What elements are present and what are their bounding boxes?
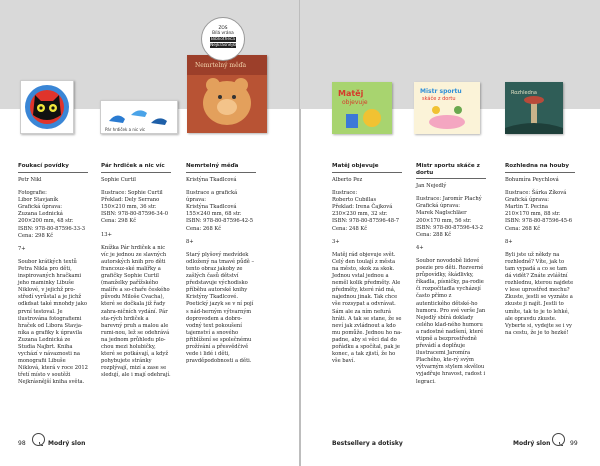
book-info: Fotografie: Libor Stavjaník Grafická úprava: Zuzana Lednická 200×200 mm, 48 str. ISBN: 978-80-87596-33-3 Cena: 298 Kč [18, 190, 86, 239]
book-author: Jan Nejedlý [416, 183, 447, 190]
elephant-logo-icon [552, 433, 565, 446]
book-author: Petr Nikl [18, 177, 42, 183]
book-entry-6 [505, 163, 575, 343]
book-age: 13+ [101, 231, 112, 238]
book-age: 7+ [18, 245, 26, 252]
book-title: Mistr sportu skáče z dortu [416, 163, 486, 179]
svg-text:Mistr sportu: Mistr sportu [420, 88, 462, 95]
cat-illustration [21, 81, 73, 133]
elephant-logo-icon [32, 433, 45, 446]
book-cover-matej-objevuje [332, 82, 392, 134]
book-cover-par-hrdicek [100, 100, 178, 134]
sticker-line-2: Bílá vrána [212, 31, 234, 36]
book-entry-3 [186, 163, 256, 371]
right-page-number: 99 [570, 440, 578, 447]
sticker-line-1: ZOS [218, 26, 228, 31]
book-title: Nemrtelný měďa [186, 163, 256, 173]
book-info: Ilustrace: Sophie Curtil Překlad: Dely Serrano 150×210 mm, 36 str. ISBN: 978-80-87596-34-0 Cena: 298 Kč [101, 190, 169, 225]
book-cover-foukaci-povidky [20, 80, 74, 134]
book-author: Alberto Pez [332, 177, 363, 183]
book-description: Byli jste už někdy na rozhledně? Víte, jak to tam vypadá a co se tam dá vidět? Znáte zvláštní rozhlednu, kterou najdete v lese uprostřed mechu? Zkuste, jestli se vyznáte a zkuste ji najít. Jestli to umíte, tak to je to lehké, ale opravdu zkuste. Vyberte si, vydejte se i vy na cestu, že je to hezké! [505, 251, 574, 336]
book-author: Sophie Curtil [101, 177, 136, 183]
book-author: Bohumíra Peychlová [505, 177, 559, 183]
svg-text:Rozhledna: Rozhledna [511, 90, 537, 96]
book-title: Foukací povídky [18, 163, 88, 173]
book-entry-1 [18, 163, 88, 393]
book-age: 3+ [332, 238, 340, 245]
teddy-bear-illustration [187, 55, 267, 133]
book-description: Soubor krátkých textů Petra Nikla pro děti, inspirovaných hračkami jeho maminky Libuše Niklové, v jejichž pro-středí vyrůstal a je jichž odkdsat také mnohdy jako první testoval. Je ilustrována fotografiemi hraček od Libora Stavja-níka a grafiky k úpravila Zuzana Lednická ze Studia Najbrt. Kniha vychází v návaznosti na monografii Libuše Niklová, která v roce 2012 třetí místo v soutěži Nejkrásnější kniha světa. [18, 258, 88, 386]
svg-text:Nemrtelný měďa: Nemrtelný měďa [195, 62, 247, 69]
svg-text:Matěj: Matěj [338, 89, 364, 98]
book-age: 8+ [505, 238, 513, 245]
book-age: 8+ [186, 238, 194, 245]
sticker-line-3: Bibliotheca [211, 37, 235, 42]
book-entry-2 [101, 163, 171, 385]
section-footer: Bestsellery a dotisky [332, 440, 403, 447]
book-description: Soubor novodobě lidové poezie pro děti. Rozverné průpovídky, škádlivky, říkadla, písničky, pa-rodie či rozpočitadla vycházejí často přímo z autentického dětské-ho humoru. Pro své verše Jan Nejedlý sbírá doklady celého klad-ného humoru a radostné nadšení, které vtipně a bezprostředně převádí a doplňuje ilustracemi Jaromíra Plachého, kte-rý svým výtvarným stylem skvělou vyjadřuje hravost, radost i legraci. [416, 257, 486, 385]
book-info: Ilustrace: Roberto Cubillas Překlad: Irena Čajková 230×230 mm, 32 str. ISBN: 978-80-87596-48-7 Cena: 248 Kč [332, 190, 400, 232]
mistr-sportu-illustration [414, 82, 480, 134]
book-description: Matěj rád objevuje svět. Celý den toulají z města na město, skok za skok. Jednou vstal jednou a neměl kolik předměty. Ale předměty, které rád má, najednou jinak. Tak chce vše rozsypat a odvrávat. Sám ale za ním nefurá hráti. A tak se stane, že se neví jak zvládnout a kdo mu pomůže. Jednou ho na-padne, aby si věci dal do pořádku a spočítal, pak je konec, a tak zjistí, že ho vše baví. [332, 251, 402, 365]
right-page [300, 0, 600, 466]
book-cover-rozhledna-na-houby [505, 82, 563, 134]
svg-text:objevuje: objevuje [342, 99, 368, 106]
book-title: Matěj objevuje [332, 163, 402, 173]
book-age: 4+ [416, 244, 424, 251]
book-title: Rozhledna na houby [505, 163, 575, 173]
sticker-line-4: Nejkrásnější [210, 43, 237, 48]
book-cover-nemrtelny-meda [187, 55, 267, 133]
left-brand: Modrý slon [48, 440, 86, 447]
svg-text:skáče z dortu: skáče z dortu [422, 96, 456, 102]
book-info: Ilustrace: Šárka Zíková Grafická úprava: Martin T. Pecina 210×170 mm, 88 str. ISBN: 978-80-87596-45-6 Cena: 268 Kč [505, 190, 573, 232]
rozhledna-illustration [505, 82, 563, 134]
svg-text:Pár hrdiček a nic víc: Pár hrdiček a nic víc [105, 127, 146, 132]
book-entry-5 [416, 163, 486, 392]
book-cover-mistr-sportu [414, 82, 480, 134]
book-info: Ilustrace: Jaromír Plachý Grafická úprava: Marek Naglschläer 200×170 mm, 56 str. ISBN: 978-80-87596-43-2 Cena: 288 Kč [416, 196, 484, 238]
book-author: Kristýna Tkadlcová [186, 177, 237, 183]
doves-illustration [101, 101, 177, 133]
book-description: Knížka Pár hrdiček a nic víc je jednou ze slavných autorských knih pro děti francouz-ské malířky a grafičky Sophie Curtil (manželky pařížského malíře a so-chaře českého původu Miloše Cvacha), které se dočkala již řady zahra-ničních vydání. Pár sta-rých hrdiček a barevný pruh a malou ale rumi-nou, lež se odehrává na jednom průhledu plo-chou mezi holubičky, které se potkávají, a když pohybujete stránky rozplývají, mizí a zase se sledují, ale i mají odehrají. [101, 244, 171, 379]
right-brand: Modrý slon [513, 440, 551, 447]
book-title: Pár hrdiček a nic víc [101, 163, 171, 173]
book-entry-4 [332, 163, 402, 371]
book-info: Ilustrace a grafická úprava: Kristýna Tkadlcová 155×240 mm, 68 str. ISBN: 978-80-87596-42-5 Cena: 268 Kč [186, 190, 254, 232]
book-description: Starý plyšový medvídek odložený na tmavé půdě – tento obraz jakoby ze zašlých časů dětství představuje východisko příběhu autorské knihy Kristýny Tkadlcové. Poetický jazyk se v ní pojí s nád-herným výtvarným doprovodem a dobro-vodný text pokoušení tajemství a snového přiblížení se společnému prožívání a přesvědčivě vede i lidé i děti, pravděpodobnosti a děti. [186, 251, 255, 365]
matej-illustration [332, 82, 392, 134]
left-page-number: 98 [18, 440, 26, 447]
award-sticker [201, 17, 245, 61]
